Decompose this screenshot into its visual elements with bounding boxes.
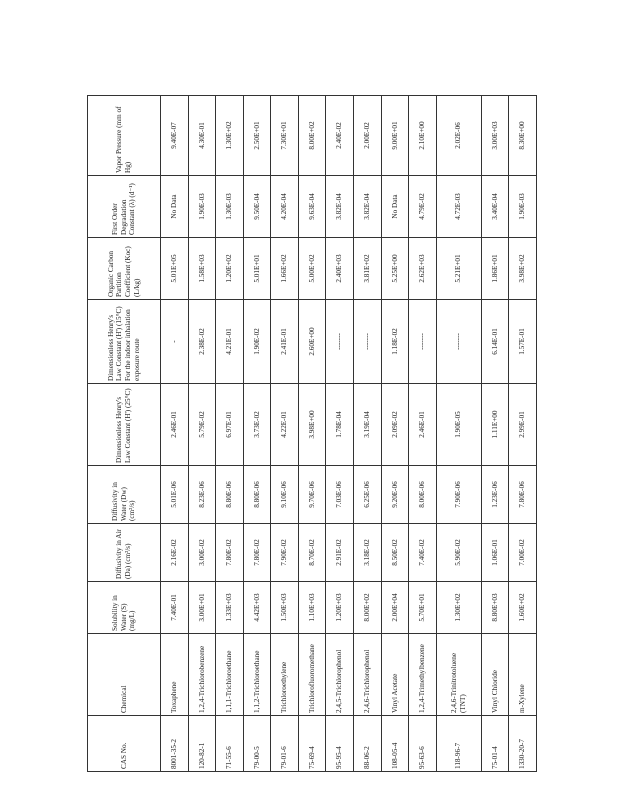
cell-henry-15c: 2.38E-02 <box>188 300 216 384</box>
cell-diffusivity-water: 8.80E-06 <box>243 466 271 524</box>
cell-cas: 79-01-6 <box>271 716 299 772</box>
cell-chemical: 1,1,1-Trichloroethane <box>216 634 244 716</box>
cell-cas: 120-82-1 <box>188 716 216 772</box>
cell-vapor-pressure: 2.40E-02 <box>326 96 354 176</box>
cell-diffusivity-air: 2.91E-02 <box>326 524 354 582</box>
header-solubility: Solubility in Water (S) (mg/L) <box>88 582 161 634</box>
cell-diffusivity-water: 6.25E-06 <box>354 466 382 524</box>
cell-diffusivity-water: 9.20E-06 <box>381 466 409 524</box>
cell-koc: 1.58E+03 <box>188 238 216 300</box>
header-vapor-pressure: Vapor Pressure (mm of Hg) <box>88 96 161 176</box>
cell-koc: 5.01E+05 <box>161 238 189 300</box>
cell-henry-15c: 1.90E-02 <box>243 300 271 384</box>
cell-koc: 2.40E+03 <box>326 238 354 300</box>
cell-henry-25c: 2.99E-01 <box>509 384 537 466</box>
cell-vapor-pressure: 2.10E+00 <box>409 96 437 176</box>
table-row <box>436 96 481 772</box>
cell-solubility: 8.00E+02 <box>354 582 382 634</box>
cell-cas: 79-00-5 <box>243 716 271 772</box>
cell-solubility: 3.00E+01 <box>188 582 216 634</box>
cell-henry-15c: ------- <box>326 300 354 384</box>
cell-solubility: 7.40E-01 <box>161 582 189 634</box>
cell-chemical: 1,2,4-Trimethylbenzene <box>409 634 437 716</box>
table-row <box>298 96 326 772</box>
cell-vapor-pressure: 3.00E+03 <box>481 96 509 176</box>
cell-degradation: No Data <box>161 176 189 238</box>
table-row <box>409 96 437 772</box>
cell-chemical: Trichloroethylene <box>271 634 299 716</box>
cell-vapor-pressure: 2.50E+01 <box>243 96 271 176</box>
cell-koc: 5.21E+01 <box>436 238 481 300</box>
cell-vapor-pressure: 1.30E+02 <box>216 96 244 176</box>
cell-henry-15c: 6.14E-01 <box>481 300 509 384</box>
cell-chemical: Vinyl Chloride <box>481 634 509 716</box>
cell-diffusivity-water: 9.10E-06 <box>271 466 299 524</box>
cell-diffusivity-air: 7.80E-02 <box>243 524 271 582</box>
cell-diffusivity-water: 7.80E-06 <box>509 466 537 524</box>
cell-degradation: 3.82E-04 <box>354 176 382 238</box>
header-henry-15c: Dimensionless Henry's Law Constant (H') (15°C) For the indoor inhalation exposure route <box>88 300 161 384</box>
cell-henry-15c: - <box>161 300 189 384</box>
cell-solubility: 1.10E+03 <box>298 582 326 634</box>
cell-diffusivity-air: 8.70E-02 <box>298 524 326 582</box>
cell-diffusivity-air: 8.50E-02 <box>381 524 409 582</box>
cell-henry-15c: ------- <box>354 300 382 384</box>
cell-diffusivity-air: 2.16E-02 <box>161 524 189 582</box>
cell-henry-15c: 2.60E+00 <box>298 300 326 384</box>
header-cas-no: CAS No. <box>88 716 161 772</box>
cell-cas: 75-01-4 <box>481 716 509 772</box>
cell-diffusivity-air: 7.40E-02 <box>409 524 437 582</box>
cell-cas: 1330-20-7 <box>509 716 537 772</box>
cell-chemical: 1,2,4-Trichlorobenzene <box>188 634 216 716</box>
table-row <box>326 96 354 772</box>
cell-solubility: 1.50E+03 <box>271 582 299 634</box>
cell-henry-25c: 1.90E-05 <box>436 384 481 466</box>
header-chemical: Chemical <box>88 634 161 716</box>
cell-cas: 75-69-4 <box>298 716 326 772</box>
cell-cas: 95-63-6 <box>409 716 437 772</box>
table-row <box>243 96 271 772</box>
cell-diffusivity-water: 8.00E-06 <box>409 466 437 524</box>
rotated-table-wrapper <box>87 96 537 772</box>
cell-cas: 71-55-6 <box>216 716 244 772</box>
cell-koc: 5.00E+02 <box>298 238 326 300</box>
table-row <box>271 96 299 772</box>
cell-vapor-pressure: 8.30E+00 <box>509 96 537 176</box>
header-koc: Organic Carbon Partition Coefficient (Koc) (L/kg) <box>88 238 161 300</box>
cell-solubility: 1.30E+02 <box>436 582 481 634</box>
cell-koc: 5.25E+00 <box>381 238 409 300</box>
cell-degradation: No Data <box>381 176 409 238</box>
cell-henry-25c: 5.79E-02 <box>188 384 216 466</box>
cell-solubility: 8.80E+03 <box>481 582 509 634</box>
cell-cas: 108-05-4 <box>381 716 409 772</box>
cell-koc: 1.86E+01 <box>481 238 509 300</box>
cell-henry-25c: 3.98E+00 <box>298 384 326 466</box>
cell-vapor-pressure: 7.30E+01 <box>271 96 299 176</box>
cell-degradation: 1.90E-03 <box>509 176 537 238</box>
cell-diffusivity-water: 7.90E-06 <box>436 466 481 524</box>
cell-diffusivity-water: 8.23E-06 <box>188 466 216 524</box>
cell-diffusivity-water: 9.70E-06 <box>298 466 326 524</box>
table-row <box>354 96 382 772</box>
cell-diffusivity-air: 3.00E-02 <box>188 524 216 582</box>
cell-cas: 8001-35-2 <box>161 716 189 772</box>
cell-degradation: 3.82E-04 <box>326 176 354 238</box>
table-row <box>216 96 244 772</box>
header-henry-25c: Dimensionless Henry's Law Constant (H') (25°C) <box>88 384 161 466</box>
cell-chemical: Vinyl Acetate <box>381 634 409 716</box>
table-row <box>188 96 216 772</box>
cell-henry-25c: 1.78E-04 <box>326 384 354 466</box>
cell-koc: 5.01E+01 <box>243 238 271 300</box>
cell-solubility: 1.20E+03 <box>326 582 354 634</box>
cell-chemical: 2,4,6-Trichlorophenol <box>354 634 382 716</box>
cell-chemical: 1,1,2-Trichloroethane <box>243 634 271 716</box>
cell-henry-15c: ------- <box>436 300 481 384</box>
cell-henry-15c: 1.57E-01 <box>509 300 537 384</box>
chemical-properties-table <box>87 95 537 772</box>
header-diffusivity-water: Diffusivity in Water (Dw) (cm²/s) <box>88 466 161 524</box>
cell-solubility: 5.70E+01 <box>409 582 437 634</box>
cell-cas: 118-96-7 <box>436 716 481 772</box>
cell-henry-25c: 3.19E-04 <box>354 384 382 466</box>
cell-henry-25c: 6.97E-01 <box>216 384 244 466</box>
cell-henry-25c: 1.11E+00 <box>481 384 509 466</box>
cell-degradation: 4.79E-02 <box>409 176 437 238</box>
cell-degradation: 1.90E-03 <box>188 176 216 238</box>
cell-koc: 3.81E+02 <box>354 238 382 300</box>
cell-diffusivity-air: 3.18E-02 <box>354 524 382 582</box>
cell-solubility: 2.00E+04 <box>381 582 409 634</box>
cell-degradation: 4.20E-04 <box>271 176 299 238</box>
cell-vapor-pressure: 4.30E-01 <box>188 96 216 176</box>
cell-vapor-pressure: 8.00E+02 <box>298 96 326 176</box>
cell-diffusivity-water: 7.03E-06 <box>326 466 354 524</box>
cell-koc: 1.20E+02 <box>216 238 244 300</box>
cell-degradation: 1.30E-03 <box>216 176 244 238</box>
cell-chemical: 2,4,6-Trinitrotoluene (TNT) <box>436 634 481 716</box>
cell-henry-25c: 2.46E-01 <box>409 384 437 466</box>
header-degradation: First Order Degradation Constant (λ) (d⁻¹) <box>88 176 161 238</box>
cell-koc: 2.62E+03 <box>409 238 437 300</box>
cell-diffusivity-water: 8.80E-06 <box>216 466 244 524</box>
cell-chemical: m-Xylene <box>509 634 537 716</box>
table-row <box>481 96 509 772</box>
cell-henry-25c: 2.09E-02 <box>381 384 409 466</box>
cell-diffusivity-air: 7.80E-02 <box>216 524 244 582</box>
cell-diffusivity-air: 1.06E-01 <box>481 524 509 582</box>
cell-henry-25c: 3.73E-02 <box>243 384 271 466</box>
cell-diffusivity-water: 1.23E-06 <box>481 466 509 524</box>
cell-degradation: 9.50E-04 <box>243 176 271 238</box>
cell-henry-25c: 4.22E-01 <box>271 384 299 466</box>
table-header-row <box>88 96 161 772</box>
table-row <box>381 96 409 772</box>
cell-koc: 3.98E+02 <box>509 238 537 300</box>
header-diffusivity-air: Diffusivity in Air (Da) (cm²/s) <box>88 524 161 582</box>
cell-cas: 88-06-2 <box>354 716 382 772</box>
cell-chemical: Trichlorofluoromethane <box>298 634 326 716</box>
cell-koc: 1.66E+02 <box>271 238 299 300</box>
cell-diffusivity-water: 5.01E-06 <box>161 466 189 524</box>
cell-vapor-pressure: 9.40E-07 <box>161 96 189 176</box>
cell-chemical: Toxaphene <box>161 634 189 716</box>
table-row <box>509 96 537 772</box>
cell-cas: 95-95-4 <box>326 716 354 772</box>
cell-henry-15c: 2.41E-01 <box>271 300 299 384</box>
cell-solubility: 1.33E+03 <box>216 582 244 634</box>
cell-chemical: 2,4,5-Trichlorophenol <box>326 634 354 716</box>
cell-diffusivity-air: 7.00E-02 <box>509 524 537 582</box>
cell-henry-15c: 1.18E-02 <box>381 300 409 384</box>
cell-degradation: 9.63E-04 <box>298 176 326 238</box>
cell-henry-15c: ------- <box>409 300 437 384</box>
cell-henry-15c: 4.21E-01 <box>216 300 244 384</box>
cell-degradation: 4.72E-03 <box>436 176 481 238</box>
cell-degradation: 3.40E-04 <box>481 176 509 238</box>
cell-solubility: 4.42E+03 <box>243 582 271 634</box>
cell-vapor-pressure: 2.02E-06 <box>436 96 481 176</box>
cell-henry-25c: 2.46E-01 <box>161 384 189 466</box>
cell-diffusivity-air: 5.90E-02 <box>436 524 481 582</box>
cell-solubility: 1.60E+02 <box>509 582 537 634</box>
cell-vapor-pressure: 9.00E+01 <box>381 96 409 176</box>
table-row <box>161 96 189 772</box>
cell-diffusivity-air: 7.90E-02 <box>271 524 299 582</box>
cell-vapor-pressure: 2.00E-02 <box>354 96 382 176</box>
